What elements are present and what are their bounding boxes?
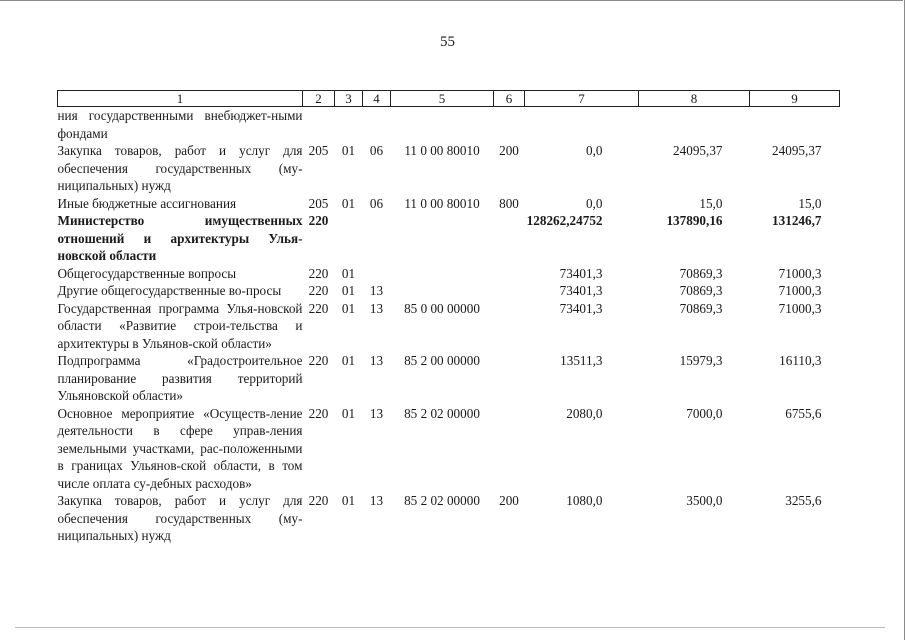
admin-code (303, 107, 335, 143)
amount-col9: 71000,3 (778, 283, 822, 298)
column-number: 9 (750, 91, 840, 107)
target-code (391, 107, 494, 143)
scan-noise-line (15, 627, 885, 628)
amount-col7: 0,0 (586, 195, 603, 211)
admin-code: 220 (308, 213, 329, 228)
table-row (58, 282, 840, 300)
subsection-code: 06 (369, 143, 384, 158)
section-code: 01 (341, 300, 356, 316)
column-number: 4 (363, 91, 391, 107)
table-row (58, 265, 840, 283)
subsection-code: 13 (369, 493, 384, 508)
subsection-code: 13 (369, 405, 384, 421)
target-code: 11 0 00 80010 (404, 195, 480, 211)
amount-col9: 24095,37 (772, 143, 822, 158)
column-number-row (58, 91, 840, 107)
target-code (391, 212, 494, 265)
row-name: Основное мероприятие «Осуществ-ление деятельности в сфере управ-ления земельными участками, рас-положенными в границах Ульянов-ской области, в том числе оплата су-дебных расходов» (57, 405, 303, 491)
row-name: Государственная программа Улья-новской области «Развитие строи-тельства и архитектуры в Ульянов-ской области» (57, 300, 303, 351)
amount-col7: 73401,3 (559, 283, 603, 298)
target-code: 85 2 02 00000 (404, 493, 480, 508)
table-row (58, 492, 840, 545)
section-code: 01 (341, 283, 356, 298)
expense-type-code (494, 300, 525, 353)
budget-table-body (58, 107, 840, 545)
admin-code: 220 (308, 353, 329, 368)
section-code: 01 (341, 405, 356, 421)
admin-code: 220 (308, 300, 329, 316)
amount-col8: 70869,3 (679, 265, 723, 281)
amount-col9: 71000,3 (778, 300, 822, 316)
section-code: 01 (341, 195, 356, 211)
target-code (391, 282, 494, 300)
row-name: Общегосударственные вопросы (57, 265, 237, 281)
column-number: 5 (391, 91, 494, 107)
amount-col9: 3255,6 (785, 493, 822, 508)
amount-col8: 24095,37 (673, 143, 723, 158)
row-name: Закупка товаров, работ и услуг для обеспечения государственных (му-ниципальных) нужд (57, 143, 303, 193)
target-code: 85 2 02 00000 (404, 405, 480, 421)
amount-col7: 1080,0 (566, 493, 603, 508)
expense-type-code: 800 (499, 195, 519, 211)
table-row (58, 195, 840, 213)
expense-type-code (494, 352, 525, 405)
amount-col9: 71000,3 (778, 265, 822, 281)
subsection-code (363, 107, 391, 143)
row-name: Закупка товаров, работ и услуг для обеспечения государственных (му-ниципальных) нужд (57, 493, 303, 543)
amount-col8: 15,0 (699, 195, 723, 211)
expense-type-code (494, 265, 525, 283)
subsection-code (363, 212, 391, 265)
amount-col7: 73401,3 (559, 300, 603, 316)
admin-code: 205 (308, 143, 329, 158)
target-code: 85 0 00 00000 (404, 300, 480, 316)
row-name: Подпрограмма «Градостроительное планирование развития территорий Ульяновской области» (57, 353, 303, 403)
page-frame-top (0, 0, 903, 1)
expense-type-code (494, 212, 525, 265)
amount-col8: 70869,3 (679, 300, 723, 316)
admin-code: 220 (308, 493, 329, 508)
amount-col8: 7000,0 (686, 405, 723, 421)
row-name: ния государственными внебюджет-ными фондами (57, 108, 303, 141)
column-number: 6 (494, 91, 525, 107)
section-code (335, 107, 363, 143)
expense-type-code (494, 107, 525, 143)
amount-col8: 137890,16 (666, 213, 723, 228)
admin-code: 205 (308, 195, 329, 211)
page-number: 55 (440, 34, 455, 50)
expense-type-code: 200 (499, 143, 519, 158)
amount-col7: 2080,0 (566, 405, 603, 421)
admin-code: 220 (308, 265, 329, 281)
row-name: Иные бюджетные ассигнования (57, 195, 237, 211)
row-name: Министерство имущественных отношений и архитектуры Улья-новской области (57, 213, 303, 263)
table-row (58, 212, 840, 265)
subsection-code: 13 (369, 353, 384, 368)
amount-col9: 16110,3 (779, 353, 822, 368)
amount-col7: 13511,3 (560, 353, 603, 368)
amount-col7 (525, 107, 639, 143)
column-number: 2 (303, 91, 335, 107)
expense-type-code (494, 282, 525, 300)
column-number: 3 (335, 91, 363, 107)
table-row (58, 405, 840, 493)
target-code (391, 265, 494, 283)
amount-col8: 3500,0 (686, 493, 723, 508)
subsection-code (363, 265, 391, 283)
target-code: 11 0 00 80010 (404, 143, 480, 158)
admin-code: 220 (308, 283, 329, 298)
admin-code: 220 (308, 405, 329, 421)
expense-type-code (494, 405, 525, 493)
column-number: 1 (58, 91, 303, 107)
table-row (58, 300, 840, 353)
column-number: 8 (639, 91, 750, 107)
budget-table (57, 90, 840, 545)
amount-col9 (750, 107, 840, 143)
amount-col9: 6755,6 (785, 405, 822, 421)
amount-col7: 73401,3 (559, 265, 603, 281)
amount-col8: 70869,3 (679, 283, 723, 298)
subsection-code: 13 (369, 283, 384, 298)
subsection-code: 13 (369, 300, 384, 316)
amount-col8 (639, 107, 750, 143)
target-code: 85 2 00 00000 (404, 353, 480, 368)
table-row (58, 142, 840, 195)
amount-col7: 128262,24752 (526, 213, 603, 228)
section-code: 01 (341, 493, 356, 508)
subsection-code: 06 (369, 195, 384, 211)
column-number: 7 (525, 91, 639, 107)
expense-type-code: 200 (499, 493, 519, 508)
amount-col7: 0,0 (586, 143, 603, 158)
amount-col9: 15,0 (798, 195, 822, 211)
amount-col9: 131246,7 (772, 213, 822, 228)
table-row (58, 107, 840, 143)
table-row (58, 352, 840, 405)
section-code: 01 (341, 143, 356, 158)
section-code: 01 (341, 265, 356, 281)
section-code: 01 (341, 353, 356, 368)
row-name: Другие общегосударственные во-просы (57, 283, 282, 298)
amount-col8: 15979,3 (679, 353, 723, 368)
section-code (335, 212, 363, 265)
